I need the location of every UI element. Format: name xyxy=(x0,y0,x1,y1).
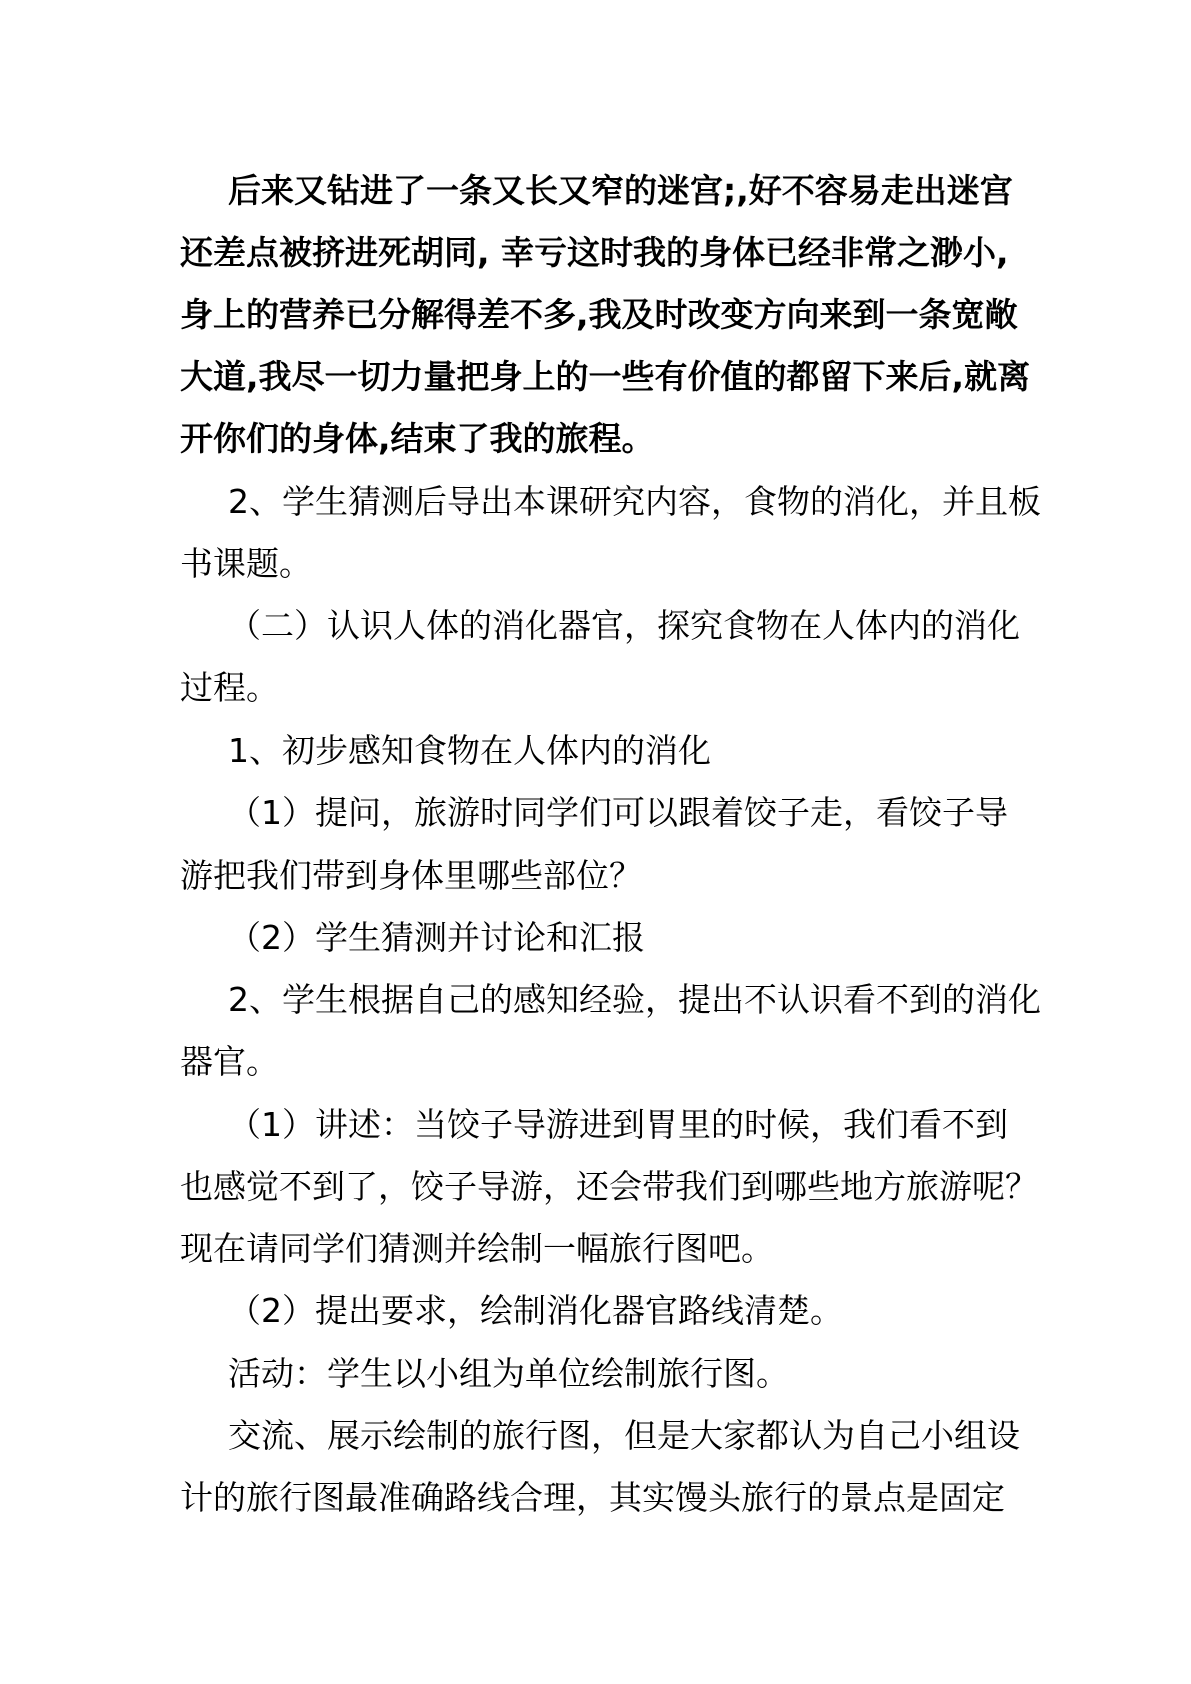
text-line-20: 活动：学生以小组为单位绘制旅行图。 xyxy=(228,1354,789,1393)
text-line-11: （1）提问，旅游时同学们可以跟着饺子走，看饺子导 xyxy=(228,793,1008,832)
text-line-10: 1、初步感知食物在人体内的消化 xyxy=(228,731,711,770)
text-line-8: （二）认识人体的消化器官，探究食物在人体内的消化 xyxy=(228,606,1020,645)
text-line-13: （2）学生猜测并讨论和汇报 xyxy=(228,918,645,957)
text-line-18: 现在请同学们猜测并绘制一幅旅行图吧。 xyxy=(180,1229,774,1268)
text-line-3: 身上的营养已分解得差不多,我及时改变方向来到一条宽敞 xyxy=(180,295,1018,334)
text-line-14: 2、学生根据自己的感知经验，提出不认识看不到的消化 xyxy=(228,980,1041,1019)
text-line-12: 游把我们带到身体里哪些部位？ xyxy=(180,856,642,895)
text-line-5: 开你们的身体,结束了我的旅程。 xyxy=(180,419,655,458)
text-line-7: 书课题。 xyxy=(180,544,312,583)
text-line-19: （2）提出要求，绘制消化器官路线清楚。 xyxy=(228,1291,843,1330)
text-line-4: 大道,我尽一切力量把身上的一些有价值的都留下来后,就离 xyxy=(180,357,1031,396)
text-line-21: 交流、展示绘制的旅行图，但是大家都认为自己小组设 xyxy=(228,1416,1020,1455)
text-line-15: 器官。 xyxy=(180,1042,279,1081)
text-line-2: 还差点被挤进死胡同, 幸亏这时我的身体已经非常之渺小, xyxy=(180,233,1009,272)
text-line-9: 过程。 xyxy=(180,668,279,707)
text-line-1: 后来又钻进了一条又长又窄的迷宫;,好不容易走出迷宫 xyxy=(228,171,1013,210)
text-line-22: 计的旅行图最准确路线合理，其实馒头旅行的景点是固定 xyxy=(180,1478,1005,1517)
text-line-6: 2、学生猜测后导出本课研究内容，食物的消化，并且板 xyxy=(228,482,1041,521)
text-line-17: 也感觉不到了，饺子导游，还会带我们到哪些地方旅游呢？ xyxy=(180,1167,1038,1206)
text-line-16: （1）讲述：当饺子导游进到胃里的时候，我们看不到 xyxy=(228,1105,1008,1144)
